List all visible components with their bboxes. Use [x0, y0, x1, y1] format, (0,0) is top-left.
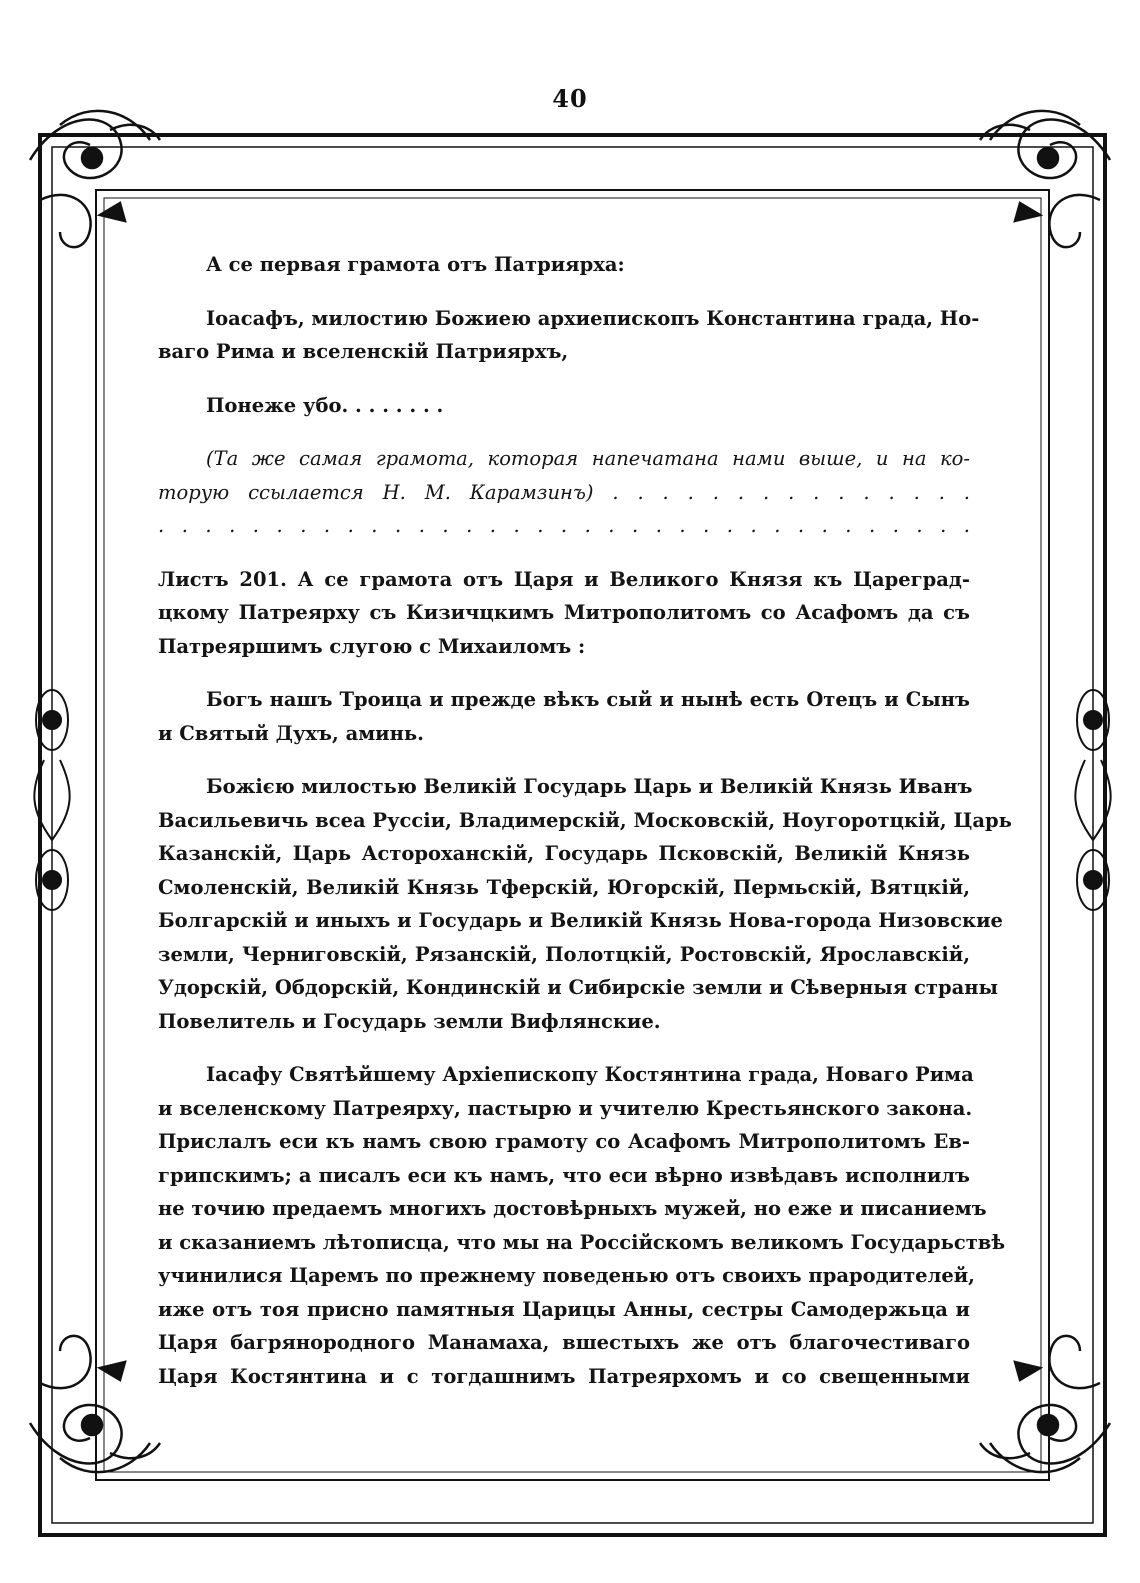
text-line: Удорскій, Обдорскій, Кондинскій и Сибирскіе земли и Сѣверныя страны: [158, 976, 999, 999]
text-line: Казанскій, Царь Астороханскій, Государь Псковскій, Великій Князь: [158, 842, 970, 865]
text-block: [158, 248, 1012, 1393]
paragraph-list-201: [158, 563, 970, 664]
text-line: Васильевичь всеа Руссіи, Владимерскій, Московскій, Ноугоротцкій, Царь: [158, 808, 1012, 832]
text-line: Прислалъ еси къ намъ свою грамоту со Асафомъ Митрополитомъ Ев-: [158, 1130, 970, 1153]
text-line: ваго Рима и вселенскій Патриярхъ,: [158, 340, 569, 363]
paragraph-trinity: [158, 683, 970, 750]
paragraph-titles: [158, 770, 1012, 1038]
text-line: Царя Костянтина и с тогдашнимъ Патреярхомъ и со свещенными: [158, 1364, 970, 1388]
text-line: и сказаниемъ лѣтописца, что мы на Россійскомъ великомъ Государьствѣ: [158, 1230, 1006, 1254]
text-line: (Та же самая грамота, которая напечатана нами выше, и на ко-: [206, 447, 970, 470]
text-line: не точию предаемъ многихъ достовѣрныхъ мужей, но еже и писаниемъ: [158, 1197, 987, 1220]
text-line: иже отъ тоя присно памятныя Царицы Анны, сестры Самодержьца и: [158, 1297, 970, 1321]
text-line: Смоленскій, Великій Князь Тферскій, Югорскій, Пермьскій, Вятцкій,: [158, 875, 970, 899]
corner-ornament-top-right: [980, 111, 1110, 247]
text-line: Повелитель и Государь земли Вифлянские.: [158, 1009, 661, 1033]
side-ornament-left: [34, 690, 69, 910]
corner-ornament-top-left: [30, 111, 160, 247]
text-line: грипскимъ; а писалъ еси къ намъ, что еси вѣрно извѣдавъ исполнилъ: [158, 1163, 970, 1187]
text-line: Богъ нашъ Троица и прежде вѣкъ сый и нынѣ есть Отецъ и Сынъ: [206, 688, 970, 711]
text-line: Патреяршимъ слугою с Михаиломъ :: [158, 634, 586, 658]
text-line: Листъ 201. А се грамота отъ Царя и Великого Князя къ Цареград-: [158, 567, 970, 591]
paragraph-note: [158, 442, 970, 543]
text-line: Царя багрянородного Манамаха, вшестыхъ же отъ благочестиваго: [158, 1331, 970, 1354]
text-line: и вселенскому Патреярху, пастырю и учителю Крестьянского закона.: [158, 1096, 973, 1120]
text-line: Болгарскій и иныхъ и Государь и Великій Князь Нова-города Низовские: [158, 909, 1003, 932]
text-line: Понеже убо. . . . . . . .: [206, 393, 444, 417]
text-line: А се первая грамота отъ Патриярха:: [206, 253, 625, 276]
text-line: Іоасафъ, милостию Божиею архиепископъ Константина града, Но-: [206, 306, 980, 330]
paragraph-ponezhe: [158, 389, 970, 423]
text-line: цкому Патреярху съ Кизичцкимъ Митрополитомъ со Асафомъ да съ: [158, 601, 970, 624]
corner-ornament-bottom-left: [30, 1336, 160, 1472]
paragraph-ioasaf: [158, 302, 980, 369]
text-line: Іасафу Святѣйшему Архіепископу Костянтина града, Новаго Рима: [206, 1063, 974, 1086]
text-line: учинилися Царемъ по прежнему поведенью отъ своихъ прародителей,: [158, 1264, 975, 1287]
corner-ornament-bottom-right: [980, 1336, 1110, 1472]
side-ornament-right: [1075, 690, 1110, 910]
paragraph-letter: [158, 1058, 1006, 1393]
page-number: 40: [552, 84, 588, 113]
text-line: земли, Черниговскій, Рязанскій, Полотцкій, Ростовскій, Ярославскій,: [158, 942, 970, 966]
text-line: и Святый Духъ, аминь.: [158, 721, 424, 745]
text-line: Божією милостью Великій Государь Царь и Великій Князь Иванъ: [206, 775, 973, 798]
paragraph-heading: [158, 248, 970, 282]
text-line: . . . . . . . . . . . . . . . . . . . . . . . . . . . . . . . . . . .: [158, 514, 970, 537]
text-line: торую ссылается Н. М. Карамзинъ) . . . . . . . . . . . . . . .: [158, 480, 970, 504]
